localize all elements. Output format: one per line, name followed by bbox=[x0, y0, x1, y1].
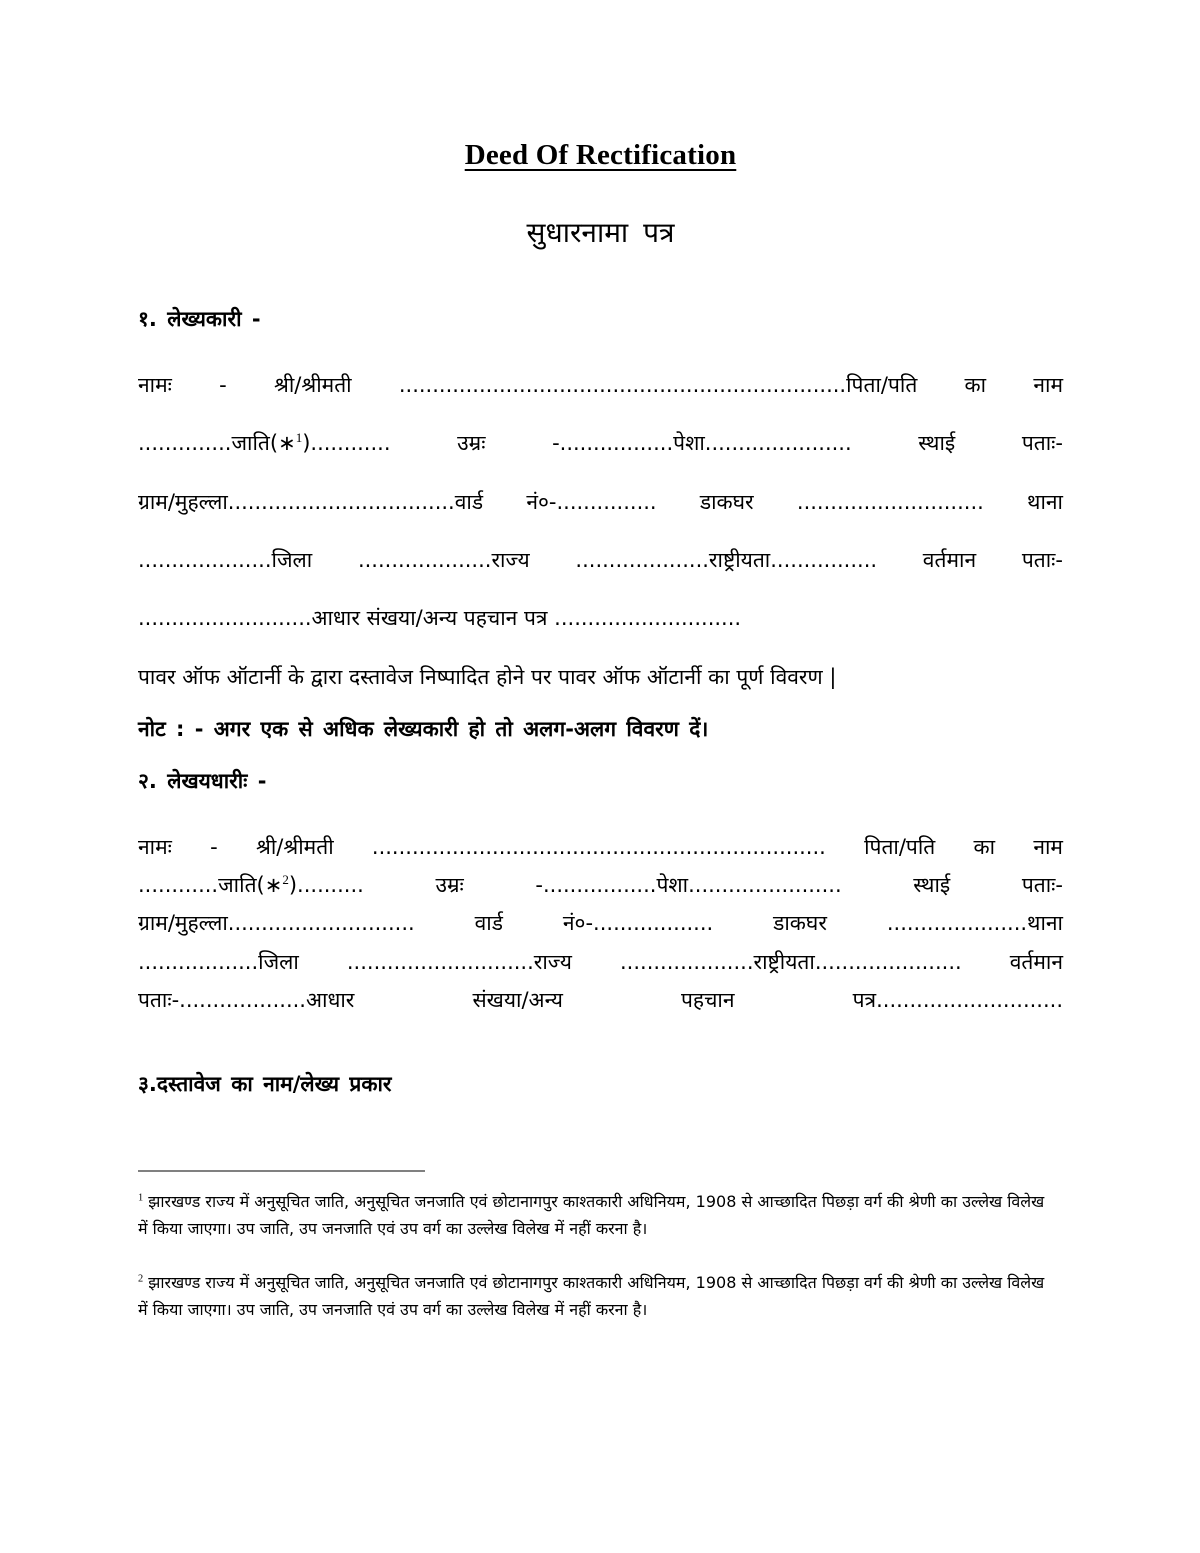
section-2-village-line: ग्राम/मुहल्ला............................ वार्ड नं०-.................. डाकघर .....................थाना bbox=[138, 911, 1063, 936]
footnote-ref-2[interactable]: 2 bbox=[282, 872, 289, 888]
section-3-heading: ३.दस्तावेज का नाम/लेख्य प्रकार bbox=[138, 1071, 392, 1096]
section-1-caste-age-line bbox=[138, 429, 1063, 457]
power-of-attorney-line: पावर ऑफ ऑटार्नी के द्वारा दस्तावेज निष्पादित होने पर पावर ऑफ ऑटार्नी का पूर्ण विवरण | bbox=[138, 664, 837, 689]
footnote-1 bbox=[138, 1188, 1058, 1243]
section-1-caste-suffix: )............ उम्रः -.................पेशा...................... स्थाई पताः- bbox=[302, 431, 1063, 456]
footnote-2-marker: 2 bbox=[138, 1273, 144, 1285]
document-content bbox=[138, 0, 1063, 1350]
section-1-name-line: नामः - श्री/श्रीमती ...................................................................पिता/पति का नाम bbox=[138, 373, 1063, 398]
footnote-separator-rule bbox=[138, 1170, 425, 1172]
footnote-1-text: झारखण्ड राज्य में अनुसूचित जाति, अनुसूचित जनजाति एवं छोटानागपुर काश्तकारी अधिनियम, 1908 से आच्छादित पिछड़ा वर्ग की श्रेणी का उल्लेख विलेख में किया जाएगा। उप जाति, उप जनजाति एवं उप वर्ग का उल्लेख विलेख में नहीं करना है। bbox=[138, 1191, 1045, 1239]
section-2-caste-age-line bbox=[138, 871, 1063, 899]
section-1-district-line: ....................जिला ....................राज्य ....................राष्ट्रीयता................ वर्तमान पताः- bbox=[138, 548, 1063, 573]
section-2-name-line: नामः - श्री/श्रीमती .................................................................... पिता/पति का नाम bbox=[138, 834, 1063, 859]
footnote-2-text: झारखण्ड राज्य में अनुसूचित जाति, अनुसूचित जनजाति एवं छोटानागपुर काश्तकारी अधिनियम, 1908 से आच्छादित पिछड़ा वर्ग की श्रेणी का उल्लेख विलेख में किया जाएगा। उप जाति, उप जनजाति एवं उप वर्ग का उल्लेख विलेख में नहीं करना है। bbox=[138, 1272, 1045, 1320]
section-2-caste-prefix: ............जाति(∗ bbox=[138, 873, 283, 898]
section-1-heading: १. लेख्यकारी - bbox=[138, 306, 261, 331]
footnote-1-marker: 1 bbox=[138, 1192, 144, 1204]
document-title-hindi: सुधारनामा पत्र bbox=[526, 215, 675, 249]
document-title-english-text: Deed Of Rectification bbox=[464, 139, 737, 171]
section-2-heading: २. लेखयधारीः - bbox=[138, 768, 267, 793]
footnote-ref-1[interactable]: 1 bbox=[295, 430, 303, 446]
footnote-2 bbox=[138, 1269, 1058, 1324]
section-2-district-line: ..................जिला ............................राज्य ....................राष्ट्रीयता...................... वर्तमान bbox=[138, 949, 1063, 974]
section-2-aadhaar-line: पताः-...................आधार संखया/अन्य पहचान पत्र............................ bbox=[138, 988, 1063, 1013]
section-1-caste-prefix: ..............जाति(∗ bbox=[138, 431, 296, 456]
section-2-caste-suffix: ).......... उम्रः -.................पेशा....................... स्थाई पताः- bbox=[288, 873, 1063, 898]
section-1-note-line: नोट : - अगर एक से अधिक लेख्यकारी हो तो अलग-अलग विवरण दें। bbox=[138, 717, 709, 742]
document-title-english bbox=[138, 138, 1063, 173]
section-1-village-line: ग्राम/मुहल्ला..................................वार्ड नं०-............... डाकघर ............................ थाना bbox=[138, 489, 1063, 514]
section-1-aadhaar-line: ..........................आधार संखया/अन्य पहचान पत्र ............................ bbox=[138, 606, 742, 631]
